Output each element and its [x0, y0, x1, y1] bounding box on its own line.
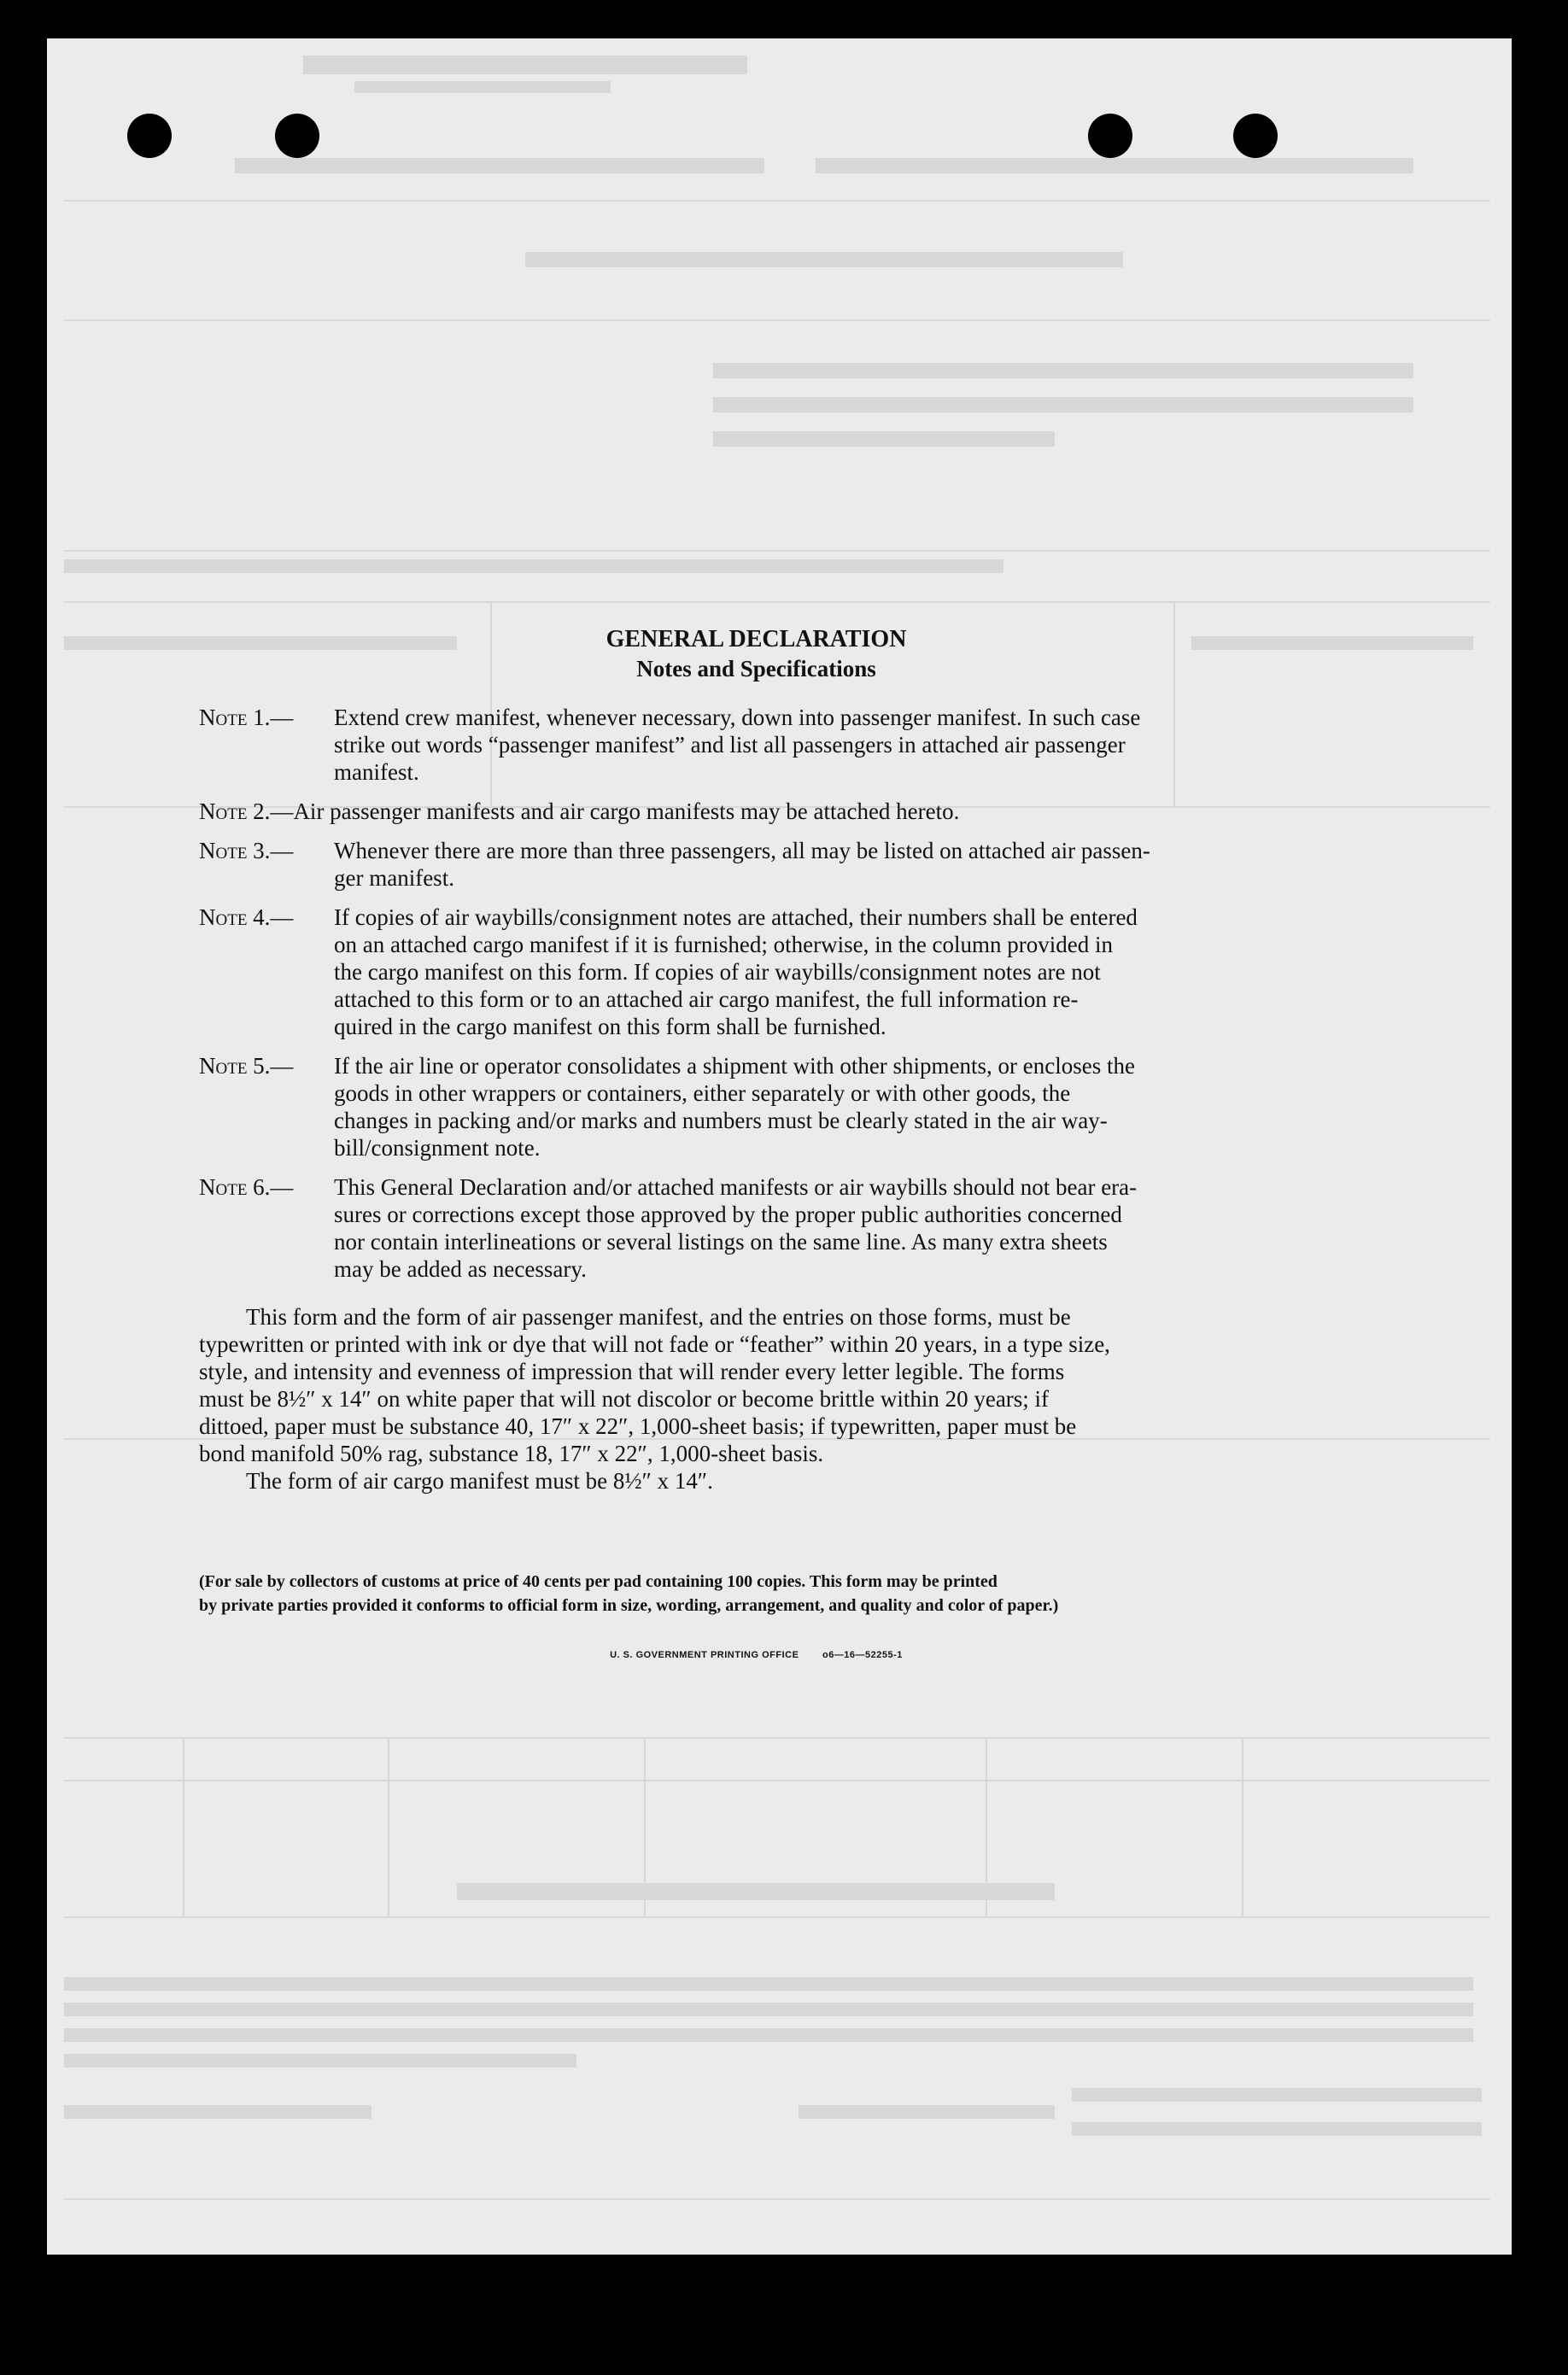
paragraph-line: dittoed, paper must be substance 40, 17″ x 22″, 1,000-sheet basis; if typewritten, paper must be — [199, 1413, 1077, 1439]
printer-name: U. S. GOVERNMENT PRINTING OFFICE — [610, 1650, 799, 1660]
note-text — [293, 798, 1313, 825]
note-line: bill/consignment note. — [334, 1135, 541, 1161]
print-code: o6—16—52255-1 — [822, 1650, 903, 1660]
document-subtitle: Notes and Specifications — [636, 656, 876, 681]
document-title: GENERAL DECLARATION — [606, 626, 907, 652]
sale-notice — [199, 1570, 1313, 1617]
note-text — [334, 1173, 1313, 1283]
note-5 — [199, 1052, 1313, 1161]
note-line: on an attached cargo manifest if it is furnished; otherwise, in the column provided in — [334, 932, 1114, 957]
note-line: the cargo manifest on this form. If copies of air waybills/consignment notes are not — [334, 959, 1101, 985]
note-line: If the air line or operator consolidates a shipment with other shipments, or encloses the — [334, 1053, 1135, 1079]
note-line: sures or corrections except those approved by the proper public authorities concerned — [334, 1202, 1122, 1227]
note-line: This General Declaration and/or attached manifests or air waybills should not bear era- — [334, 1174, 1138, 1200]
note-line: If copies of air waybills/consignment notes are attached, their numbers shall be entered — [334, 904, 1138, 930]
note-line: manifest. — [334, 759, 419, 785]
note-line: Air passenger manifests and air cargo manifests may be attached hereto. — [293, 798, 960, 824]
notes-and-specifications — [199, 625, 1313, 1669]
note-text — [334, 837, 1313, 892]
note-4 — [199, 904, 1313, 1040]
note-line: changes in packing and/or marks and numbers must be clearly stated in the air way- — [334, 1108, 1108, 1133]
note-label: Note 4.— — [199, 904, 294, 930]
punch-hole — [1088, 114, 1132, 158]
note-line: Extend crew manifest, whenever necessary, down into passenger manifest. In such case — [334, 705, 1141, 730]
note-1 — [199, 704, 1313, 786]
note-6 — [199, 1173, 1313, 1283]
note-label: Note 1.— — [199, 705, 294, 730]
note-label: Note 6.— — [199, 1174, 294, 1200]
punch-hole — [275, 114, 319, 158]
paragraph-line: This form and the form of air passenger manifest, and the entries on those forms, must be — [246, 1304, 1071, 1330]
note-text — [334, 904, 1313, 1040]
paragraph-line: must be 8½″ x 14″ on white paper that will not discolor or become brittle within 20 years; if — [199, 1386, 1050, 1412]
note-line: ger manifest. — [334, 865, 454, 891]
note-line: Whenever there are more than three passengers, all may be listed on attached air passen- — [334, 838, 1150, 863]
form-specification-paragraph — [199, 1303, 1313, 1467]
document-sheet — [47, 38, 1512, 2255]
printer-imprint — [199, 1641, 1313, 1669]
note-label: Note 2.— — [199, 798, 294, 824]
note-2 — [199, 798, 1313, 825]
note-label: Note 3.— — [199, 838, 294, 863]
punch-hole — [127, 114, 172, 158]
note-line: quired in the cargo manifest on this form shall be furnished. — [334, 1014, 886, 1039]
note-line: may be added as necessary. — [334, 1256, 587, 1282]
note-label: Note 5.— — [199, 1053, 294, 1079]
note-3 — [199, 837, 1313, 892]
punch-hole — [1233, 114, 1278, 158]
note-line: goods in other wrappers or containers, either separately or with other goods, the — [334, 1080, 1071, 1106]
note-text — [334, 1052, 1313, 1161]
note-line: nor contain interlineations or several listings on the same line. As many extra sheets — [334, 1229, 1108, 1255]
sale-notice-line: (For sale by collectors of customs at price of 40 cents per pad containing 100 copies. This form may be printed — [199, 1572, 998, 1591]
cargo-manifest-size-line: The form of air cargo manifest must be 8½″ x 14″. — [246, 1468, 713, 1494]
paragraph-line: bond manifold 50% rag, substance 18, 17″ x 22″, 1,000-sheet basis. — [199, 1441, 824, 1466]
note-text — [334, 704, 1313, 786]
paragraph-line: typewritten or printed with ink or dye that will not fade or “feather” within 20 years, in a type size, — [199, 1331, 1110, 1357]
note-line: strike out words “passenger manifest” and list all passengers in attached air passenger — [334, 732, 1126, 758]
note-line: attached to this form or to an attached air cargo manifest, the full information re- — [334, 986, 1079, 1012]
paragraph-line: style, and intensity and evenness of impression that will render every letter legible. The forms — [199, 1359, 1065, 1384]
sale-notice-line: by private parties provided it conforms to official form in size, wording, arrangement, and quality and color of paper.) — [199, 1596, 1059, 1615]
